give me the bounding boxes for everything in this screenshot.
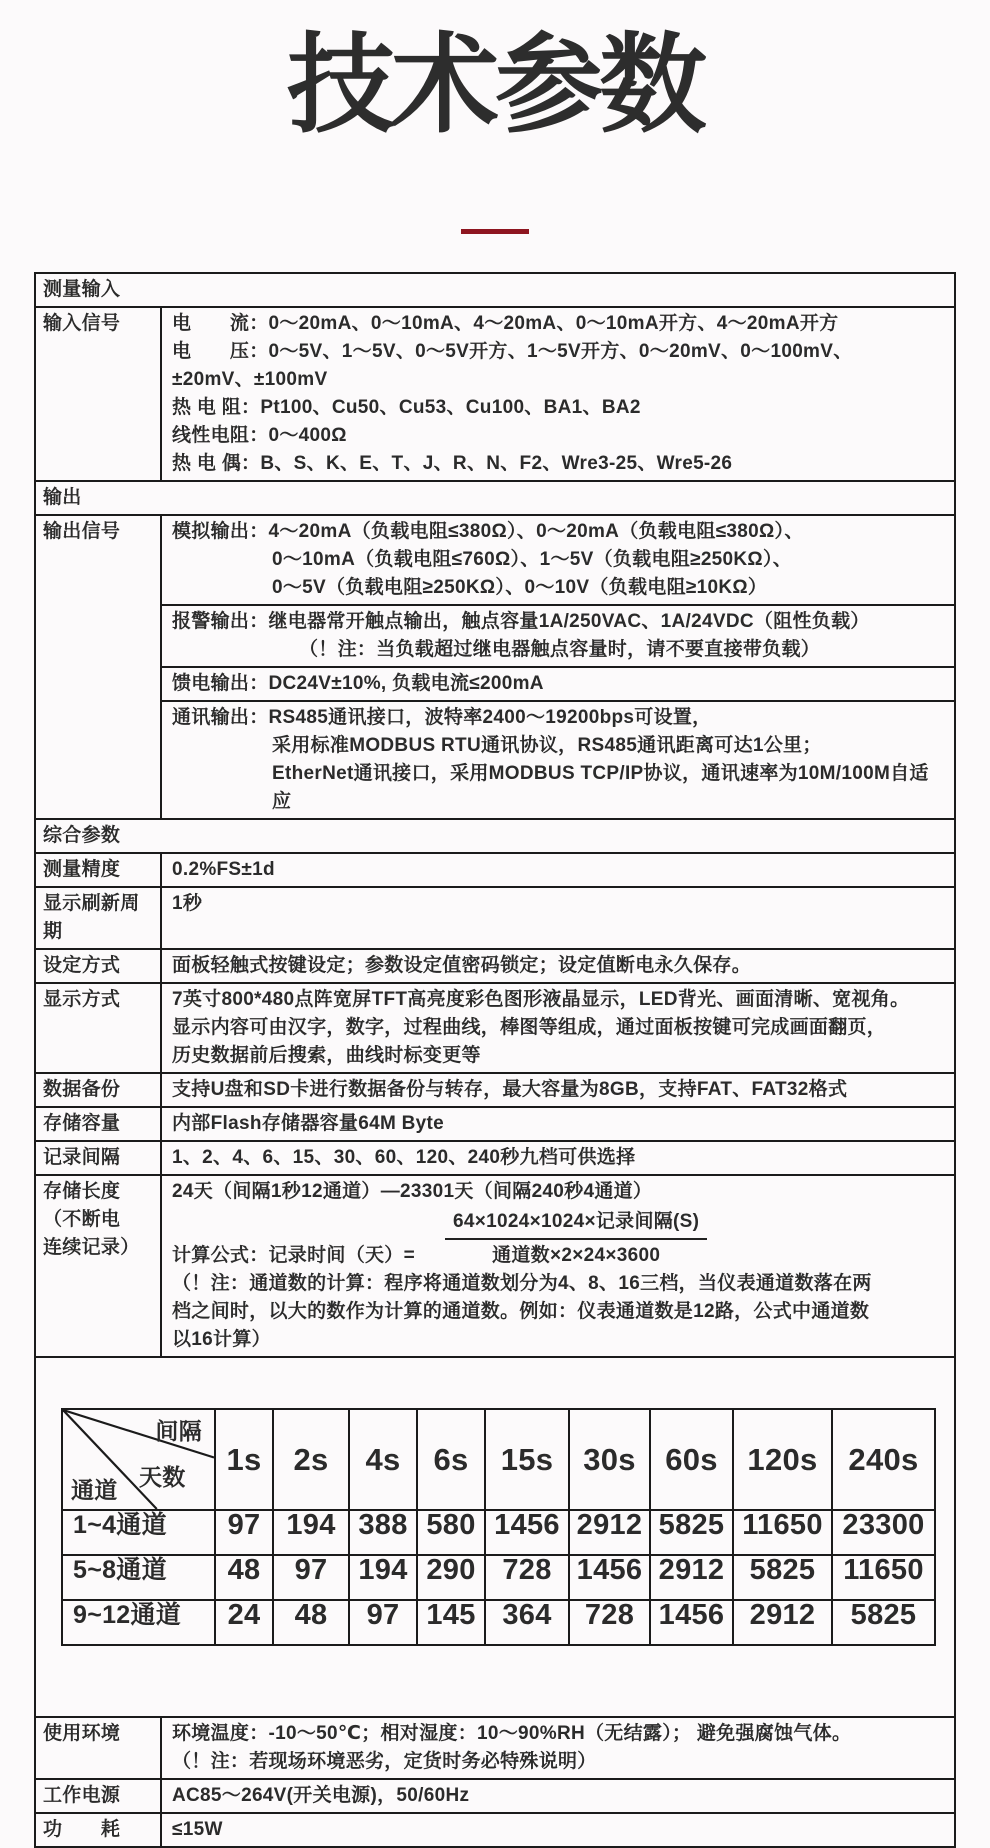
spec-line: 馈电输出：DC24V±10%, 负载电流≤200mA (172, 673, 544, 695)
row-value-storage-capacity: 内部Flash存储器容量64M Byte (161, 1107, 955, 1141)
row-label-output-signal: 输出信号 (35, 515, 161, 819)
row-value-comm-output (161, 701, 955, 819)
spec-line: 24天（间隔1秒12通道）—23301天（间隔240秒4通道） (172, 1181, 653, 1203)
row-value-storage-length (161, 1175, 955, 1357)
row-interval-days-table (35, 1357, 955, 1717)
row-value-alarm-output (161, 605, 955, 667)
row-refresh-period (35, 887, 955, 949)
table-cell: 1456 (650, 1600, 733, 1645)
spec-table (34, 272, 956, 1848)
row-header-channels-9-12: 9~12通道 (62, 1600, 215, 1645)
spec-line: 线性电阻：0～400Ω (172, 425, 347, 447)
table-cell: 194 (273, 1510, 349, 1555)
table-cell: 97 (273, 1555, 349, 1600)
interval-table-header-row (62, 1409, 935, 1510)
table-cell: 48 (273, 1600, 349, 1645)
row-value-accuracy: 0.2%FS±1d (161, 853, 955, 887)
spec-line: 连续记录） (43, 1237, 140, 1259)
table-row (62, 1600, 935, 1645)
spec-line: 历史数据前后搜索，曲线时标变更等 (172, 1045, 481, 1067)
spec-line: 0～10mA（负载电阻≤760Ω）、1～5V（负载电阻≥250KΩ）、 (272, 549, 793, 571)
spec-line: （！注：当负载超过继电器触点容量时，请不要直接带负载） (299, 639, 821, 661)
column-header: 6s (417, 1409, 485, 1510)
table-cell: 5825 (733, 1555, 832, 1600)
row-output-signal-comm (35, 701, 955, 819)
row-label-setting-method: 设定方式 (35, 949, 161, 983)
table-cell: 97 (215, 1510, 273, 1555)
table-cell: 5825 (650, 1510, 733, 1555)
row-output-signal-alarm (35, 605, 955, 667)
corner-label-days: 天数 (139, 1464, 186, 1491)
formula-fraction (445, 1206, 707, 1270)
section-header-measure-input: 测量输入 (35, 273, 955, 307)
row-value-setting-method: 面板轻触式按键设定；参数设定值密码锁定；设定值断电永久保存。 (161, 949, 955, 983)
column-header: 2s (273, 1409, 349, 1510)
table-cell: 11650 (832, 1555, 935, 1600)
spec-line: 7英寸800*480点阵宽屏TFT高亮度彩色图形液晶显示，LED背光、画面清晰、宽视角。 (172, 989, 910, 1011)
spec-line: 电 压：0～5V、1～5V、0～5V开方、1～5V开方、0～20mV、0～100mV、 (172, 341, 853, 363)
row-input-signal (35, 307, 955, 481)
interval-table-corner-cell (62, 1409, 215, 1510)
spec-line: （！注：若现场环境恶劣，定货时务必特殊说明） (172, 1751, 597, 1773)
corner-label-channel: 通道 (71, 1477, 118, 1504)
row-label-input-signal: 输入信号 (35, 307, 161, 481)
row-power-supply (35, 1779, 955, 1813)
row-environment (35, 1717, 955, 1779)
spec-line: 显示内容可由汉字，数字，过程曲线，棒图等组成，通过面板按键可完成画面翻页， (172, 1017, 887, 1039)
spec-line: 以16计算） (172, 1329, 271, 1351)
row-value-analog-output (161, 515, 955, 605)
spec-line: ±20mV、±100mV (172, 369, 328, 391)
table-cell: 364 (485, 1600, 569, 1645)
table-row (62, 1555, 935, 1600)
column-header: 15s (485, 1409, 569, 1510)
row-output-signal-analog (35, 515, 955, 605)
interval-days-table-cell (35, 1357, 955, 1717)
spec-line: （不断电 (43, 1209, 121, 1231)
section-row-measure-input (35, 273, 955, 307)
row-storage-length (35, 1175, 955, 1357)
table-cell: 23300 (832, 1510, 935, 1555)
table-cell: 97 (349, 1600, 417, 1645)
spec-line: （！注：通道数的计算：程序将通道数划分为4、8、16三档，当仪表通道数落在两 (172, 1273, 872, 1295)
section-header-output: 输出 (35, 481, 955, 515)
table-cell: 728 (569, 1600, 650, 1645)
row-label-storage-length (35, 1175, 161, 1357)
row-header-channels-5-8: 5~8通道 (62, 1555, 215, 1600)
table-cell: 290 (417, 1555, 485, 1600)
row-power-consumption (35, 1813, 955, 1847)
table-cell: 1456 (569, 1555, 650, 1600)
column-header: 30s (569, 1409, 650, 1510)
spec-line: 模拟输出：4～20mA（负载电阻≤380Ω）、0～20mA（负载电阻≤380Ω）、 (172, 521, 804, 543)
table-cell: 194 (349, 1555, 417, 1600)
table-cell: 5825 (832, 1600, 935, 1645)
row-label-accuracy: 测量精度 (35, 853, 161, 887)
row-data-backup (35, 1073, 955, 1107)
row-storage-capacity (35, 1107, 955, 1141)
spec-line: 电 流：0～20mA、0～10mA、4～20mA、0～10mA开方、4～20mA开方 (172, 313, 839, 335)
row-record-interval (35, 1141, 955, 1175)
spec-line: 环境温度：-10～50℃；相对湿度：10～90%RH（无结露）； 避免强腐蚀气体。 (172, 1723, 852, 1745)
table-cell: 2912 (650, 1555, 733, 1600)
corner-label-interval: 间隔 (155, 1418, 202, 1445)
table-row (62, 1510, 935, 1555)
spec-line: 档之间时，以大的数作为计算的通道数。例如：仪表通道数是12路，公式中通道数 (172, 1301, 870, 1323)
row-value-refresh-period: 1秒 (161, 887, 955, 949)
row-value-power-consumption: ≤15W (161, 1813, 955, 1847)
column-header: 60s (650, 1409, 733, 1510)
table-cell: 728 (485, 1555, 569, 1600)
interval-days-table (61, 1408, 936, 1646)
table-cell: 388 (349, 1510, 417, 1555)
section-row-general (35, 819, 955, 853)
table-cell: 1456 (485, 1510, 569, 1555)
row-label-record-interval: 记录间隔 (35, 1141, 161, 1175)
row-value-input-signal (161, 307, 955, 481)
row-value-record-interval: 1、2、4、6、15、30、60、120、240秒九档可供选择 (161, 1141, 955, 1175)
row-value-data-backup: 支持U盘和SD卡进行数据备份与转存，最大容量为8GB，支持FAT、FAT32格式 (161, 1073, 955, 1107)
row-label-environment: 使用环境 (35, 1717, 161, 1779)
spec-line: 通讯输出：RS485通讯接口，波特率2400～19200bps可设置， (172, 707, 712, 729)
section-row-output (35, 481, 955, 515)
row-header-channels-1-4: 1~4通道 (62, 1510, 215, 1555)
fraction-denominator: 通道数×2×24×3600 (492, 1245, 661, 1267)
row-value-environment (161, 1717, 955, 1779)
row-display-method (35, 983, 955, 1073)
page-title: 技术参数 (286, 24, 703, 145)
row-label-display-method: 显示方式 (35, 983, 161, 1073)
spec-line: 报警输出：继电器常开触点输出，触点容量1A/250VAC、1A/24VDC（阻性负载） (172, 611, 870, 633)
table-cell: 2912 (569, 1510, 650, 1555)
row-accuracy (35, 853, 955, 887)
column-header: 1s (215, 1409, 273, 1510)
spec-line: 0～5V（负载电阻≥250KΩ）、0～10V（负载电阻≥10KΩ） (272, 577, 768, 599)
column-header: 120s (733, 1409, 832, 1510)
table-cell: 48 (215, 1555, 273, 1600)
title-accent-dash (461, 229, 529, 234)
spec-line: 热 电 偶：B、S、K、E、T、J、R、N、F2、Wre3-25、Wre5-26 (172, 453, 733, 475)
section-header-general: 综合参数 (35, 819, 955, 853)
formula-prefix: 计算公式：记录时间（天）= (172, 1245, 415, 1267)
column-header: 240s (832, 1409, 935, 1510)
record-time-formula (172, 1206, 944, 1270)
fraction-numerator: 64×1024×1024×记录间隔(S) (445, 1206, 707, 1240)
row-label-power-supply: 工作电源 (35, 1779, 161, 1813)
row-value-power-supply: AC85～264V(开关电源)，50/60Hz (161, 1779, 955, 1813)
spec-line: 采用标准MODBUS RTU通讯协议，RS485通讯距离可达1公里； (272, 735, 822, 757)
row-label-data-backup: 数据备份 (35, 1073, 161, 1107)
row-value-feed-output (161, 667, 955, 701)
table-cell: 2912 (733, 1600, 832, 1645)
spec-line: 存储长度 (43, 1181, 121, 1203)
table-cell: 145 (417, 1600, 485, 1645)
row-label-refresh-period: 显示刷新周期 (35, 887, 161, 949)
spec-line: EtherNet通讯接口，采用MODBUS TCP/IP协议，通讯速率为10M/100M自适应 (272, 763, 929, 813)
table-cell: 580 (417, 1510, 485, 1555)
row-output-signal-feed (35, 667, 955, 701)
table-cell: 24 (215, 1600, 273, 1645)
column-header: 4s (349, 1409, 417, 1510)
row-value-display-method (161, 983, 955, 1073)
row-label-storage-capacity: 存储容量 (35, 1107, 161, 1141)
row-setting-method (35, 949, 955, 983)
spec-line: 热 电 阻：Pt100、Cu50、Cu53、Cu100、BA1、BA2 (172, 397, 641, 419)
spec-sheet-page (0, 10, 990, 1841)
table-cell: 11650 (733, 1510, 832, 1555)
row-label-power-consumption: 功 耗 (35, 1813, 161, 1847)
